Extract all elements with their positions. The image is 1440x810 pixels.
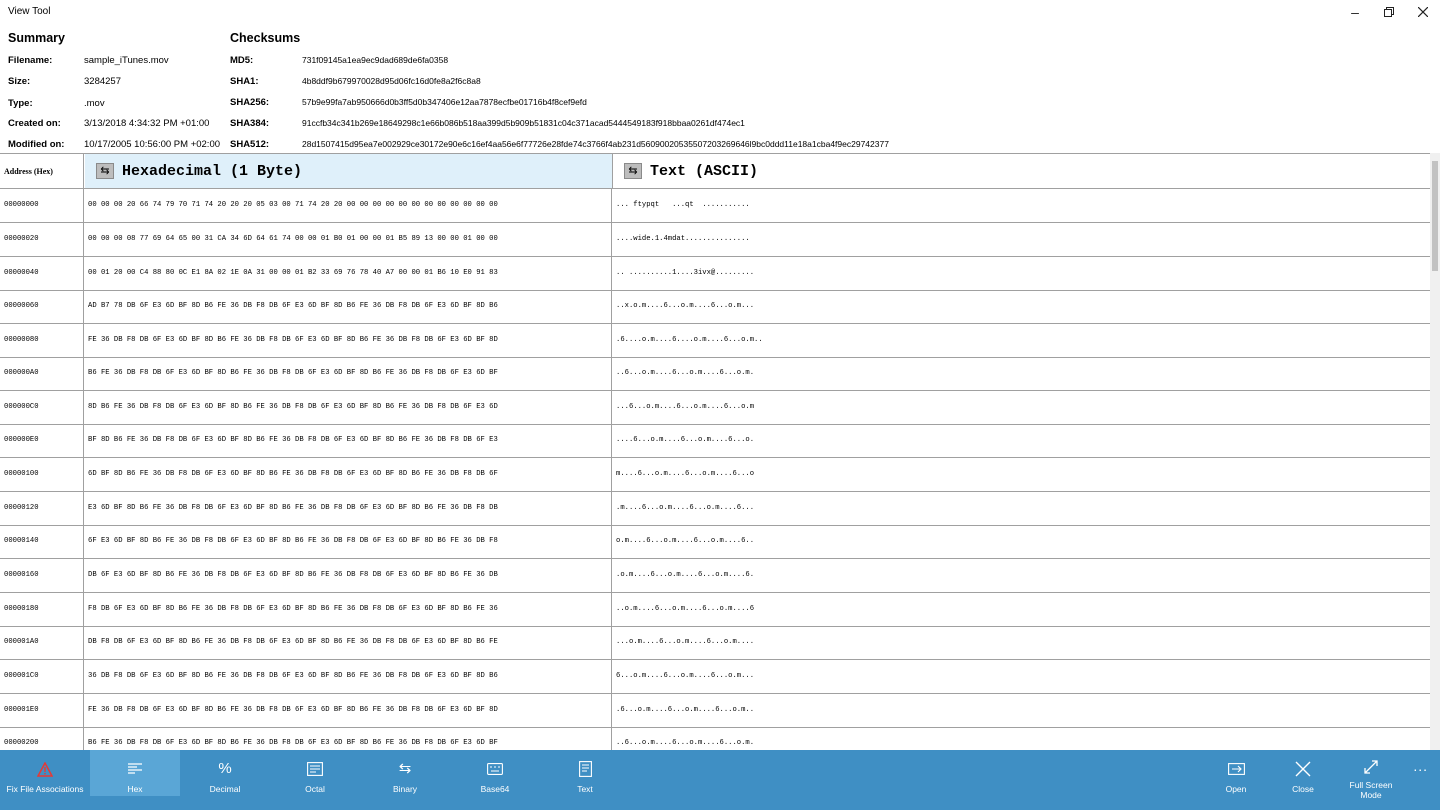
table-row[interactable] — [0, 391, 1430, 425]
checksum-label: MD5: — [230, 55, 254, 66]
row-text[interactable]: .. ..........1....3ivx@......... — [616, 269, 755, 277]
close-button[interactable] — [1273, 750, 1333, 796]
row-address: 00000140 — [0, 525, 84, 558]
table-row[interactable] — [0, 257, 1430, 291]
open-icon — [1228, 763, 1245, 775]
toolbar-label: Text — [577, 784, 593, 794]
row-hex[interactable]: FE 36 DB F8 DB 6F E3 6D BF 8D B6 FE 36 DB F8 DB 6F E3 6D BF 8D B6 FE 36 DB F8 DB 6F E3 6D BF 8D — [85, 694, 612, 727]
row-text[interactable]: .6...o.m....6...o.m....6...o.m.. — [616, 706, 755, 714]
row-text[interactable]: ..x.o.m....6...o.m....6...o.m... — [616, 302, 755, 310]
row-address: 00000120 — [0, 492, 84, 525]
text-header-label: Text (ASCII) — [650, 162, 759, 180]
row-address: 00000060 — [0, 290, 84, 323]
row-hex[interactable]: 6F E3 6D BF 8D B6 FE 36 DB F8 DB 6F E3 6D BF 8D B6 FE 36 DB F8 DB 6F E3 6D BF 8D B6 FE 36 DB F8 — [85, 525, 612, 558]
row-text[interactable]: ...o.m....6...o.m....6...o.m.... — [616, 638, 755, 646]
row-text[interactable]: ....wide.1.4mdat............... — [616, 235, 750, 243]
toolbar-label: Hex — [127, 784, 143, 794]
table-row[interactable] — [0, 492, 1430, 526]
row-address: 00000040 — [0, 257, 84, 290]
row-hex[interactable]: F8 DB 6F E3 6D BF 8D B6 FE 36 DB F8 DB 6F E3 6D BF 8D B6 FE 36 DB F8 DB 6F E3 6D BF 8D B6 FE 36 — [85, 593, 612, 626]
close-window-button[interactable] — [1406, 0, 1440, 24]
fullscreen-icon — [1363, 759, 1379, 775]
row-address: 00000000 — [0, 189, 84, 222]
swap-icon: ⇆ — [100, 164, 110, 177]
table-row[interactable] — [0, 357, 1430, 391]
row-text[interactable]: .6....o.m....6....o.m....6...o.m.. — [616, 336, 763, 344]
window-title: View Tool — [8, 6, 51, 17]
row-address: 00000160 — [0, 559, 84, 592]
table-row[interactable] — [0, 458, 1430, 492]
checksum-label: SHA256: — [230, 97, 270, 108]
checksum-label: SHA384: — [230, 118, 270, 129]
checksum-label: SHA512: — [230, 139, 270, 150]
table-row[interactable] — [0, 660, 1430, 694]
toolbar-label: Octal — [305, 784, 325, 794]
row-hex[interactable]: DB 6F E3 6D BF 8D B6 FE 36 DB F8 DB 6F E3 6D BF 8D B6 FE 36 DB F8 DB 6F E3 6D BF 8D B6 FE 36 DB — [85, 559, 612, 592]
table-row[interactable] — [0, 626, 1430, 660]
octal-button[interactable] — [270, 750, 360, 796]
vertical-scrollbar[interactable] — [1430, 153, 1440, 750]
row-address: 00000180 — [0, 593, 84, 626]
summary-label: Created on: — [8, 118, 61, 129]
keyboard-icon — [487, 763, 503, 775]
document-icon — [579, 761, 592, 777]
binary-button[interactable] — [360, 750, 450, 796]
summary-value: 3284257 — [84, 76, 121, 87]
hex-button[interactable] — [90, 750, 180, 796]
close-window-icon — [1418, 7, 1428, 17]
summary-value: 3/13/2018 4:34:32 PM +01:00 — [84, 118, 210, 129]
row-hex[interactable]: 8D B6 FE 36 DB F8 DB 6F E3 6D BF 8D B6 FE 36 DB F8 DB 6F E3 6D BF 8D B6 FE 36 DB F8 DB 6F E3 6D — [85, 391, 612, 424]
checksums-heading: Checksums — [230, 31, 301, 45]
row-text[interactable]: m....6...o.m....6...o.m....6...o — [616, 470, 755, 478]
hex-grid[interactable] — [0, 153, 1430, 751]
summary-value: 10/17/2005 10:56:00 PM +02:00 — [84, 139, 221, 150]
row-hex[interactable]: 6D BF 8D B6 FE 36 DB F8 DB 6F E3 6D BF 8D B6 FE 36 DB F8 DB 6F E3 6D BF 8D B6 FE 36 DB F8 DB 6F — [85, 458, 612, 491]
summary-value: .mov — [84, 98, 105, 109]
toolbar-label: Close — [1292, 784, 1314, 794]
table-row[interactable] — [0, 424, 1430, 458]
row-hex[interactable]: DB F8 DB 6F E3 6D BF 8D B6 FE 36 DB F8 DB 6F E3 6D BF 8D B6 FE 36 DB F8 DB 6F E3 6D BF 8D B6 FE — [85, 626, 612, 659]
row-text[interactable]: ...6...o.m....6...o.m....6...o.m — [616, 403, 755, 411]
checksum-value: 57b9e99fa7ab950666d0b3ff5d0b347406e12aa7878ecfbe01716b4f8cef9efd — [302, 97, 587, 107]
checksum-value: 91ccfb34c341b269e18649298c1e66b086b518aa399d5b909b51831c04c371acad5444549183f918bbaa0261df474ec1 — [302, 118, 745, 128]
grid-header — [0, 154, 1430, 189]
minimize-button[interactable] — [1338, 0, 1372, 24]
row-text[interactable]: ..o.m....6...o.m....6...o.m....6 — [616, 605, 755, 613]
percent-icon: % — [218, 760, 232, 777]
swap-format-button[interactable] — [96, 163, 114, 179]
base64-button[interactable] — [450, 750, 540, 796]
restore-icon — [1384, 7, 1394, 17]
row-hex[interactable]: 00 00 00 08 77 69 64 65 00 31 CA 34 6D 64 61 74 00 00 01 B0 01 00 00 01 B5 89 13 00 00 01 00 00 — [85, 223, 612, 256]
address-header: Address (Hex) — [0, 154, 84, 188]
row-text[interactable]: ....6...o.m....6...o.m....6...o. — [616, 436, 755, 444]
close-icon — [1295, 761, 1311, 777]
toolbar-label: Full Screen Mode — [1349, 780, 1393, 800]
swap-icon: ⇆ — [628, 164, 638, 177]
row-text[interactable]: ..6...o.m....6...o.m....6...o.m. — [616, 369, 755, 377]
row-hex[interactable]: FE 36 DB F8 DB 6F E3 6D BF 8D B6 FE 36 DB F8 DB 6F E3 6D BF 8D B6 FE 36 DB F8 DB 6F E3 6D BF 8D — [85, 324, 612, 357]
row-address: 000000E0 — [0, 424, 84, 457]
restore-button[interactable] — [1372, 0, 1406, 24]
summary-label: Modified on: — [8, 139, 65, 150]
warning-icon — [37, 762, 53, 777]
row-hex[interactable]: 36 DB F8 DB 6F E3 6D BF 8D B6 FE 36 DB F8 DB 6F E3 6D BF 8D B6 FE 36 DB F8 DB 6F E3 6D BF 8D B6 — [85, 660, 612, 693]
toolbar-label: Binary — [392, 784, 418, 794]
row-address: 000001A0 — [0, 626, 84, 659]
checksum-value: 28d1507415d95ea7e002929ce30172e90e6c16ef4aa56e6f77726e28fde74c3766f4ab231d56090020535507203269646l9bc0ddd11e18a1cba4f9ec29742377 — [302, 139, 889, 149]
fix-file-associations-button[interactable] — [0, 750, 90, 796]
swap-icon: ⇆ — [398, 760, 412, 777]
table-row[interactable] — [0, 324, 1430, 358]
command-bar — [0, 750, 1440, 810]
table-row[interactable] — [0, 593, 1430, 627]
row-text[interactable]: o.m....6...o.m....6...o.m....6.. — [616, 537, 755, 545]
hex-icon — [127, 763, 143, 775]
row-text[interactable]: .m....6...o.m....6...o.m....6... — [616, 504, 755, 512]
row-text[interactable]: ... ftypqt ...qt ........... — [616, 201, 750, 209]
row-address: 00000020 — [0, 223, 84, 256]
row-address: 00000200 — [0, 727, 84, 751]
row-address: 000000C0 — [0, 391, 84, 424]
text-button[interactable] — [540, 750, 630, 796]
open-button[interactable] — [1206, 750, 1266, 796]
table-row[interactable] — [0, 559, 1430, 593]
row-text[interactable]: ..6...o.m....6...o.m....6...o.m. — [616, 739, 755, 747]
summary-label: Type: — [8, 98, 33, 109]
checksums-section — [230, 28, 300, 48]
summary-label: Size: — [8, 76, 31, 87]
title-bar — [0, 0, 1440, 24]
row-text[interactable]: 6...o.m....6...o.m....6...o.m... — [616, 672, 755, 680]
row-hex[interactable]: B6 FE 36 DB F8 DB 6F E3 6D BF 8D B6 FE 36 DB F8 DB 6F E3 6D BF 8D B6 FE 36 DB F8 DB 6F E3 6D BF — [85, 357, 612, 390]
decimal-button[interactable] — [180, 750, 270, 796]
table-row[interactable] — [0, 189, 1430, 223]
text-column-header — [613, 154, 1430, 188]
octal-icon — [307, 762, 323, 776]
toolbar-label: Open — [1225, 784, 1247, 794]
full-screen-mode-button[interactable] — [1340, 750, 1402, 800]
row-hex[interactable]: B6 FE 36 DB F8 DB 6F E3 6D BF 8D B6 FE 36 DB F8 DB 6F E3 6D BF 8D B6 FE 36 DB F8 DB 6F E3 6D BF — [85, 727, 612, 751]
toolbar-label: Decimal — [209, 784, 241, 794]
toolbar-label: Base64 — [480, 784, 510, 794]
checksum-value: 4b8ddf9b679970028d95d06fc16d0fe8a2f6c8a8 — [302, 76, 481, 86]
row-hex[interactable]: 00 00 00 20 66 74 79 70 71 74 20 20 20 05 03 00 71 74 20 20 00 00 00 00 00 00 00 00 00 00 00 00 — [85, 189, 612, 222]
row-hex[interactable]: BF 8D B6 FE 36 DB F8 DB 6F E3 6D BF 8D B6 FE 36 DB F8 DB 6F E3 6D BF 8D B6 FE 36 DB F8 DB 6F E3 — [85, 424, 612, 457]
checksum-label: SHA1: — [230, 76, 259, 87]
more-options-button[interactable]: ... — [1413, 758, 1428, 774]
minimize-icon: – — [1351, 4, 1359, 20]
row-address: 00000100 — [0, 458, 84, 491]
checksum-value: 731f09145a1ea9ec9dad689de6fa0358 — [302, 55, 449, 65]
table-row[interactable] — [0, 525, 1430, 559]
scrollbar-thumb[interactable] — [1432, 161, 1438, 271]
table-row[interactable] — [0, 223, 1430, 257]
row-text[interactable]: .o.m....6...o.m....6...o.m....6. — [616, 571, 755, 579]
swap-encoding-button[interactable] — [624, 163, 642, 179]
row-address: 000001E0 — [0, 694, 84, 727]
table-row[interactable] — [0, 694, 1430, 728]
table-row[interactable] — [0, 727, 1430, 751]
row-hex[interactable]: 00 01 20 00 C4 88 80 0C E1 8A 02 1E 0A 31 00 00 01 B2 33 69 76 78 40 A7 00 00 01 B6 10 E0 91 83 — [85, 257, 612, 290]
row-address: 000001C0 — [0, 660, 84, 693]
hex-column-header — [85, 154, 613, 188]
toolbar-label: Fix File Associations — [6, 784, 84, 794]
row-address: 00000080 — [0, 324, 84, 357]
row-address: 000000A0 — [0, 357, 84, 390]
hex-header-label: Hexadecimal (1 Byte) — [122, 162, 303, 180]
summary-label: Filename: — [8, 55, 53, 66]
summary-section — [8, 28, 65, 48]
row-hex[interactable]: AD B7 78 DB 6F E3 6D BF 8D B6 FE 36 DB F8 DB 6F E3 6D BF 8D B6 FE 36 DB F8 DB 6F E3 6D BF 8D B6 — [85, 290, 612, 323]
summary-value: sample_iTunes.mov — [84, 55, 169, 66]
table-row[interactable] — [0, 290, 1430, 324]
row-hex[interactable]: E3 6D BF 8D B6 FE 36 DB F8 DB 6F E3 6D BF 8D B6 FE 36 DB F8 DB 6F E3 6D BF 8D B6 FE 36 DB F8 DB — [85, 492, 612, 525]
summary-heading: Summary — [8, 31, 65, 45]
